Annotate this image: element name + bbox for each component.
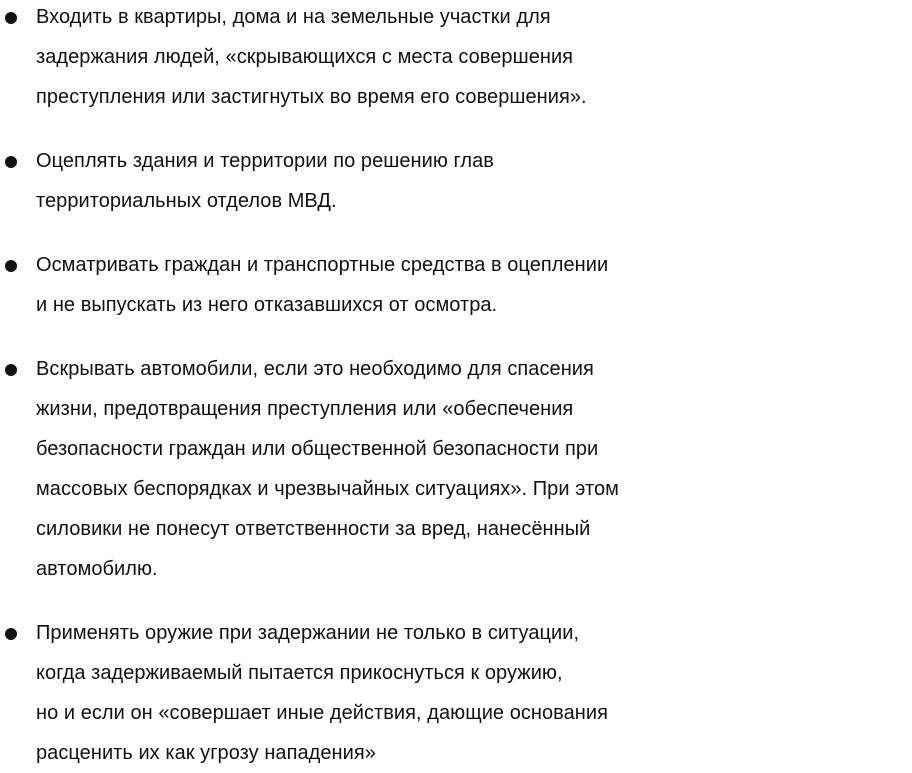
bullet-dot-icon (5, 260, 17, 272)
list-item (0, 245, 912, 325)
list-item-text-line: силовики не понесут ответственности за вред, нанесённый (36, 518, 591, 540)
list-item-text-line: преступления или застигнутых во время его совершения». (36, 86, 587, 108)
list-item-text-line: Вскрывать автомобили, если это необходимо для спасения (36, 358, 594, 380)
bullet-dot-icon (5, 628, 17, 640)
list-item (0, 141, 912, 221)
list-item-text-line: расценить их как угрозу нападения» (36, 742, 376, 764)
list-item-text-line: жизни, предотвращения преступления или «обеспечения (36, 398, 574, 420)
list-item-text-line: Входить в квартиры, дома и на земельные участки для (36, 6, 551, 28)
list-item-text-line: территориальных отделов МВД. (36, 190, 337, 212)
list-item (0, 349, 912, 589)
list-item (0, 613, 912, 773)
list-item-text-line: но и если он «совершает иные действия, дающие основания (36, 702, 609, 724)
list-item-text-line: и не выпускать из него отказавшихся от осмотра. (36, 294, 498, 316)
list-item-text-line: Применять оружие при задержании не только в ситуации, (36, 622, 580, 644)
list-item-text-line: безопасности граждан или общественной безопасности при (36, 438, 599, 460)
list-item (0, 0, 912, 117)
list-item-text-line: автомобилю. (36, 558, 158, 580)
list-item-text-line: Осматривать граждан и транспортные средства в оцеплении (36, 254, 609, 276)
list-item-text-line: задержания людей, «скрывающихся с места совершения (36, 46, 574, 68)
bullet-dot-icon (5, 156, 17, 168)
list-item-text-line: когда задерживаемый пытается прикоснуться к оружию, (36, 662, 563, 684)
bullet-dot-icon (5, 12, 17, 24)
list-item-text-line: Оцеплять здания и территории по решению глав (36, 150, 494, 172)
bullet-dot-icon (5, 364, 17, 376)
list-item-text-line: массовых беспорядках и чрезвычайных ситуациях». При этом (36, 478, 619, 500)
